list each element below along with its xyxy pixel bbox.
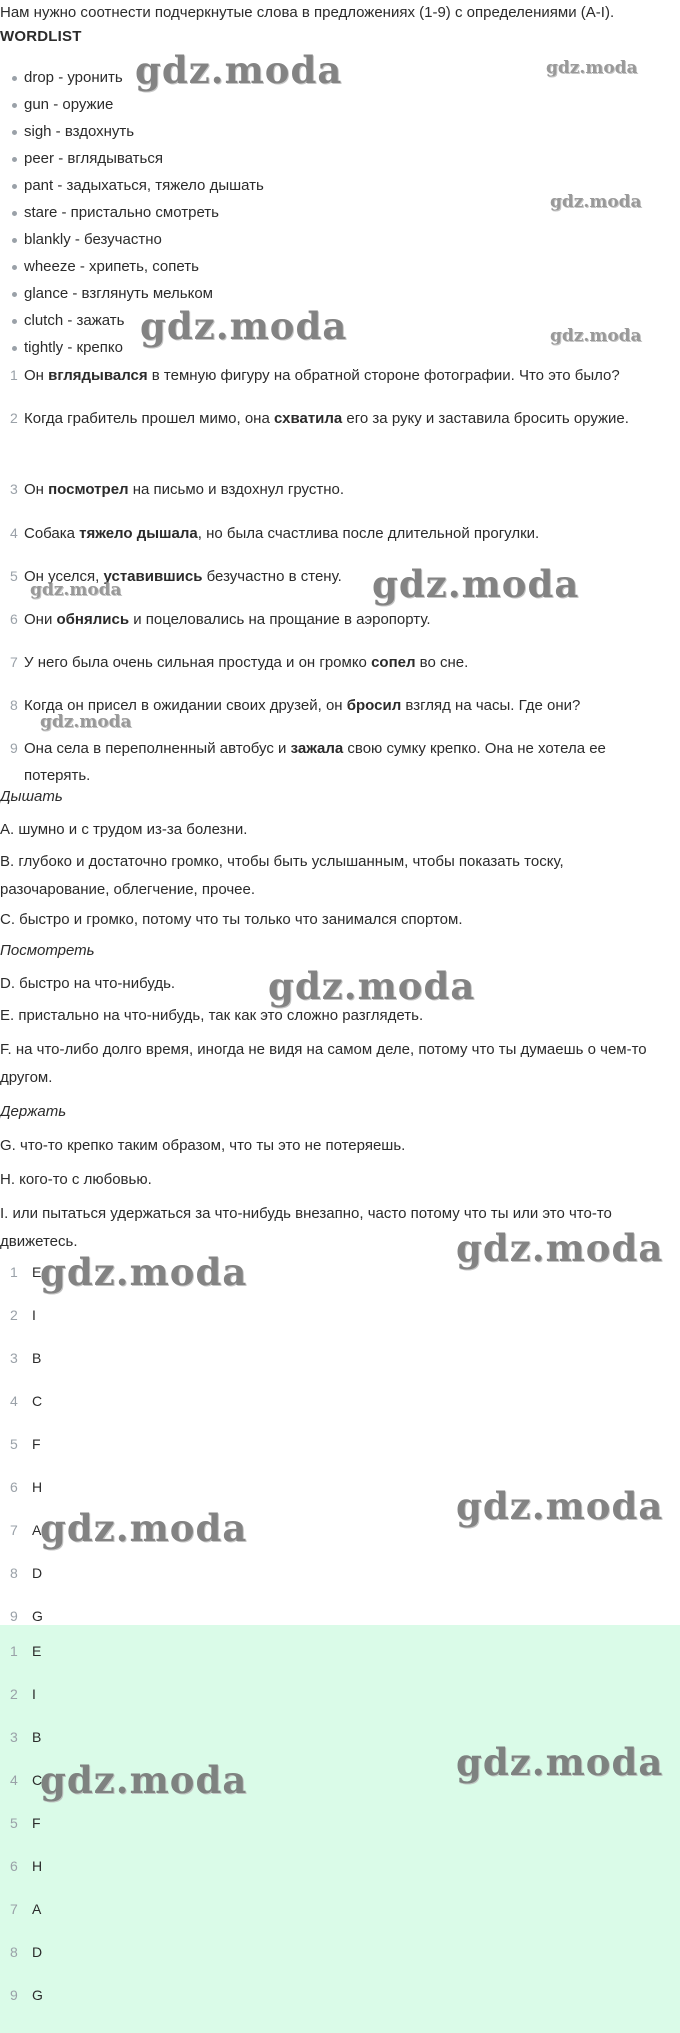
- list-item: gun - оружие: [0, 91, 264, 118]
- answer-number: 4: [10, 1393, 18, 1409]
- answer-number: 2: [10, 1307, 18, 1323]
- sentence-text: Он: [24, 481, 49, 498]
- sentence-text: свою сумку крепко. Она не хотела ее потерять.: [24, 740, 606, 784]
- watermark: gdz.moda: [140, 304, 348, 348]
- list-item: pant - задыхаться, тяжело дышать: [0, 172, 264, 199]
- watermark: gdz.moda: [456, 1226, 664, 1270]
- watermark: gdz.moda: [135, 48, 343, 92]
- answer-letter: A: [32, 1901, 42, 1917]
- sentence-text: на письмо и вздохнул грустно.: [128, 481, 344, 498]
- answer-number: 8: [10, 1944, 18, 1960]
- sentence-text: Когда он присел в ожидании своих друзей, он: [24, 697, 347, 714]
- sentence-text: Когда грабитель прошел мимо, она: [24, 410, 274, 427]
- sentence-item: [0, 735, 670, 791]
- wordlist-title: WORDLIST: [0, 28, 82, 45]
- sentence-item: [0, 405, 670, 476]
- answer-letter: F: [32, 1436, 41, 1452]
- answer-letter: I: [32, 1686, 36, 1702]
- definition-e: E. пристально на что-нибудь, так как это сложно разглядеть.: [0, 1007, 424, 1024]
- sentence-number: 6: [10, 611, 18, 627]
- answer-number: 7: [10, 1522, 18, 1538]
- sentence-text: безучастно в стену.: [202, 568, 342, 585]
- list-item: clutch - зажать: [0, 307, 264, 334]
- sentence-item: [0, 649, 670, 692]
- definition-i: I. или пытаться удержаться за что-нибудь внезапно, часто потому что ты или это что-то движетесь.: [0, 1205, 612, 1250]
- answer-row: [0, 1846, 680, 1889]
- sentence-text: Она села в переполненный автобус и: [24, 740, 291, 757]
- answer-number: 9: [10, 1987, 18, 2003]
- definition-f: F. на что-либо долго время, иногда не видя на самом деле, потому что ты думаешь о чем-то другом.: [0, 1041, 647, 1086]
- answer-letter: E: [32, 1643, 42, 1659]
- answer-row: [0, 1631, 680, 1674]
- list-item: drop - уронить: [0, 64, 264, 91]
- definition-h: H. кого-то с любовью.: [0, 1171, 152, 1188]
- answer-number: 1: [10, 1264, 18, 1280]
- sentence-text: взгляд на часы. Где они?: [401, 697, 581, 714]
- answer-number: 2: [10, 1686, 18, 1702]
- answer-letter: A: [32, 1522, 42, 1538]
- answer-letter: B: [32, 1350, 42, 1366]
- answer-letter: G: [32, 1608, 43, 1624]
- list-item: wheeze - хрипеть, сопеть: [0, 253, 264, 280]
- task-intro: Нам нужно соотнести подчеркнутые слова в предложениях (1-9) с определениями (A-I).: [0, 4, 615, 21]
- watermark: gdz.moda: [40, 1506, 248, 1550]
- answer-letter: D: [32, 1565, 43, 1581]
- highlighted-word: обнялись: [56, 611, 130, 628]
- answer-number: 4: [10, 1772, 18, 1788]
- list-item: tightly - крепко: [0, 334, 264, 361]
- answer-number: 1: [10, 1643, 18, 1659]
- answer-letter: C: [32, 1772, 43, 1788]
- sentence-number: 2: [10, 410, 18, 426]
- answer-letter: G: [32, 1987, 43, 2003]
- answer-row: [0, 1424, 680, 1467]
- answer-number: 3: [10, 1729, 18, 1745]
- list-item: peer - вглядываться: [0, 145, 264, 172]
- highlighted-word: тяжело дышала: [79, 525, 198, 542]
- highlighted-word: вглядывался: [48, 367, 148, 384]
- group-heading-breathe: Дышать: [0, 788, 63, 805]
- list-item: blankly - безучастно: [0, 226, 264, 253]
- group-heading-hold: Держать: [0, 1103, 67, 1120]
- watermark: gdz.moda: [40, 712, 132, 732]
- answer-letter: I: [32, 1307, 36, 1323]
- sentence-item: [0, 476, 670, 520]
- answer-number: 7: [10, 1901, 18, 1917]
- sentence-text: во сне.: [415, 654, 469, 671]
- watermark: gdz.moda: [30, 580, 122, 600]
- sentence-text: , но была счастлива после длительной прогулки.: [197, 525, 540, 542]
- sentence-number: 9: [10, 740, 18, 756]
- definition-d: D. быстро на что-нибудь.: [0, 975, 176, 992]
- highlighted-word: уставившись: [103, 568, 203, 585]
- sentence-text: в темную фигуру на обратной стороне фотографии. Что это было?: [147, 367, 620, 384]
- sentence-text: его за руку и заставила бросить оружие.: [342, 410, 629, 427]
- definition-g: G. что-то крепко таким образом, что ты это не потеряешь.: [0, 1137, 406, 1154]
- answer-row: [0, 1975, 680, 2018]
- answer-number: 3: [10, 1350, 18, 1366]
- answer-letter: H: [32, 1479, 43, 1495]
- watermark: gdz.moda: [40, 1758, 248, 1802]
- definition-c: C. быстро и громко, потому что ты только что занимался спортом.: [0, 911, 463, 928]
- sentence-number: 7: [10, 654, 18, 670]
- highlighted-word: бросил: [346, 697, 402, 714]
- sentence-text: Он: [24, 367, 49, 384]
- watermark: gdz.moda: [40, 1250, 248, 1294]
- list-item: stare - пристально смотреть: [0, 199, 264, 226]
- answer-letter: B: [32, 1729, 42, 1745]
- answer-letter: H: [32, 1858, 43, 1874]
- watermark: gdz.moda: [456, 1740, 664, 1784]
- answer-row: [0, 1295, 680, 1338]
- answer-letter: D: [32, 1944, 43, 1960]
- watermark: gdz.moda: [372, 562, 580, 606]
- answer-row: [0, 1381, 680, 1424]
- watermark: gdz.moda: [550, 192, 642, 212]
- answer-number: 5: [10, 1436, 18, 1452]
- watermark: gdz.moda: [550, 326, 642, 346]
- sentence-number: 8: [10, 697, 18, 713]
- answer-number: 6: [10, 1479, 18, 1495]
- answer-row: [0, 1803, 680, 1846]
- answer-number: 8: [10, 1565, 18, 1581]
- highlighted-word: зажала: [290, 740, 344, 757]
- answer-number: 6: [10, 1858, 18, 1874]
- sentence-item: [0, 606, 670, 649]
- answer-letter: C: [32, 1393, 43, 1409]
- watermark: gdz.moda: [546, 58, 638, 78]
- answer-row: [0, 1338, 680, 1381]
- highlighted-word: посмотрел: [48, 481, 129, 498]
- answer-row: [0, 1932, 680, 1975]
- answer-letter: F: [32, 1815, 41, 1831]
- answer-letter: E: [32, 1264, 42, 1280]
- definition-a: A. шумно и с трудом из-за болезни.: [0, 821, 248, 838]
- sentence-number: 1: [10, 367, 18, 383]
- watermark: gdz.moda: [456, 1484, 664, 1528]
- sentence-number: 4: [10, 525, 18, 541]
- sentence-number: 5: [10, 568, 18, 584]
- sentence-item: [0, 520, 670, 563]
- answer-number: 5: [10, 1815, 18, 1831]
- answer-row: [0, 1674, 680, 1717]
- sentence-text: У него была очень сильная простуда и он громко: [24, 654, 372, 671]
- definition-b: B. глубоко и достаточно громко, чтобы быть услышанным, чтобы показать тоску, разочарование, облегчение, прочее.: [0, 853, 564, 898]
- watermark: gdz.moda: [268, 964, 476, 1008]
- answer-number: 9: [10, 1608, 18, 1624]
- answer-row: [0, 1889, 680, 1932]
- list-item: glance - взглянуть мельком: [0, 280, 264, 307]
- highlighted-word: сопел: [371, 654, 416, 671]
- group-heading-look: Посмотреть: [0, 942, 95, 959]
- sentence-text: Собака: [24, 525, 80, 542]
- sentence-number: 3: [10, 481, 18, 497]
- sentence-text: Они: [24, 611, 57, 628]
- answer-row: [0, 1553, 680, 1596]
- sentence-item: [0, 362, 670, 405]
- highlighted-word: схватила: [273, 410, 343, 427]
- sentence-text: Он уселся,: [24, 568, 104, 585]
- sentence-text: и поцеловались на прощание в аэропорту.: [129, 611, 431, 628]
- list-item: sigh - вздохнуть: [0, 118, 264, 145]
